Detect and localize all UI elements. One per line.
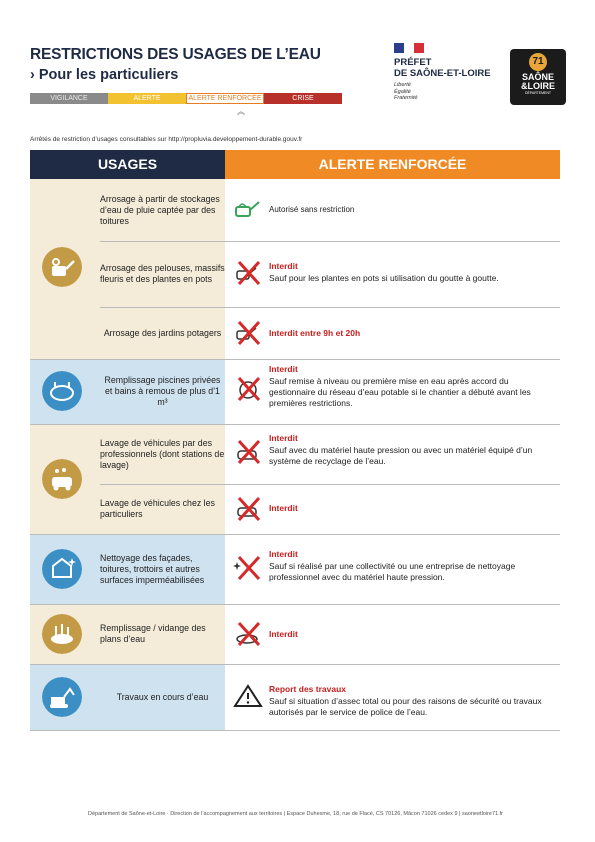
- department-logo: 71 SAÔNE &LOIRE DÉPARTEMENT: [510, 49, 566, 105]
- watering-can-icon: [42, 247, 82, 287]
- pool-icon: [42, 371, 82, 411]
- rule-row: Interdit Sauf si réalisé par une collectivité ou une entreprise de nettoyage professionnel avec du matériel haute pression.: [225, 534, 560, 604]
- marianne-flag-icon: [394, 43, 424, 53]
- rule-row: Interdit Sauf avec du matériel haute pression ou avec un matériel équipé d’un système de recyclage de l’eau.: [225, 424, 560, 484]
- group-plans-eau: [30, 604, 100, 664]
- level-crise: CRISE: [264, 93, 342, 104]
- pond-forbidden-icon: [233, 622, 263, 646]
- watering-forbidden-icon: [233, 321, 263, 345]
- facade-cleaning-icon: [42, 549, 82, 589]
- group-nettoyage: [30, 534, 100, 604]
- warning-icon: [233, 684, 263, 708]
- republic-motto: Liberté Égalité Fraternité: [394, 82, 418, 101]
- level-alerte-renforcee: ALERTE RENFORCÉE: [186, 93, 264, 104]
- level-vigilance: VIGILANCE: [30, 93, 108, 104]
- footer-text: Département de Saône-et-Loire · Direction de l’accompagnement aux territoires | Espace Duhesme, 18, rue de Flacé, CS 70126, Mâcon 71026 cedex 9 | saoneetloire71.fr: [88, 811, 503, 817]
- group-lavage: [30, 424, 100, 534]
- col-header-alerte-renforcee: ALERTE RENFORCÉE: [225, 150, 560, 179]
- alert-levels-bar: [30, 93, 342, 104]
- dept-logo-icon: 71: [529, 53, 547, 71]
- pool-forbidden-icon: [233, 377, 263, 401]
- car-wash-forbidden-icon: [233, 497, 263, 521]
- rule-row: Autorisé sans restriction: [225, 179, 560, 241]
- usage-cell: Nettoyage des façades, toitures, trottoirs et autres surfaces imperméabilisées: [100, 534, 225, 604]
- car-wash-forbidden-icon: [233, 440, 263, 464]
- cleaning-forbidden-icon: [233, 556, 263, 580]
- usage-cell: Travaux en cours d’eau: [100, 664, 225, 730]
- usage-cell: Lavage de véhicules chez les particuliers: [100, 484, 225, 534]
- excavator-icon: [42, 677, 82, 717]
- row-divider: [30, 730, 560, 731]
- rule-row: Report des travaux Sauf si situation d’assec total ou pour des raisons de sécurité ou travaux autorisés par le service de police de l’eau.: [225, 664, 560, 730]
- col-header-usages: USAGES: [30, 150, 225, 179]
- level-alerte: ALERTE: [108, 93, 186, 104]
- usage-cell: Arrosage à partir de stockages d’eau de pluie captée par des toitures: [100, 179, 225, 241]
- current-level-marker-icon: ︽: [237, 107, 245, 116]
- prefet-label: PRÉFET DE SAÔNE-ET-LOIRE: [394, 57, 491, 79]
- car-wash-icon: [42, 459, 82, 499]
- rule-row: Interdit Sauf pour les plantes en pots si utilisation du goutte à goutte.: [225, 241, 560, 307]
- group-piscine: [30, 359, 100, 424]
- page-subtitle: › Pour les particuliers: [30, 67, 179, 83]
- rule-row: Interdit: [225, 604, 560, 664]
- rule-row: Interdit: [225, 484, 560, 534]
- usage-cell: Remplissage / vidange des plans d’eau: [100, 604, 225, 664]
- arrete-link-text: Arrêtés de restriction d’usages consultables sur http://propluvia.developpement-durable.gouv.fr: [30, 136, 303, 143]
- usage-cell: Arrosage des pelouses, massifs fleuris et des plantes en pots: [100, 241, 225, 307]
- usage-cell: Lavage de véhicules par des professionnels (dont stations de lavage): [100, 424, 225, 484]
- watering-forbidden-icon: [233, 261, 263, 285]
- page-title: RESTRICTIONS DES USAGES DE L’EAU: [30, 46, 321, 63]
- group-travaux: [30, 664, 100, 730]
- usage-cell: Arrosage des jardins potagers: [100, 307, 225, 359]
- rule-row: Interdit Sauf remise à niveau ou première mise en eau après accord du gestionnaire du réseau d’eau potable si le chantier a débuté avant les premières restrictions.: [225, 359, 560, 424]
- pond-icon: [42, 614, 82, 654]
- rule-row: Interdit entre 9h et 20h: [225, 307, 560, 359]
- usage-cell: Remplissage piscines privées et bains à remous de plus d’1 m³: [100, 359, 225, 424]
- restrictions-table: [30, 150, 560, 730]
- watering-can-green-icon: [233, 197, 263, 221]
- group-arrosage: [30, 179, 100, 359]
